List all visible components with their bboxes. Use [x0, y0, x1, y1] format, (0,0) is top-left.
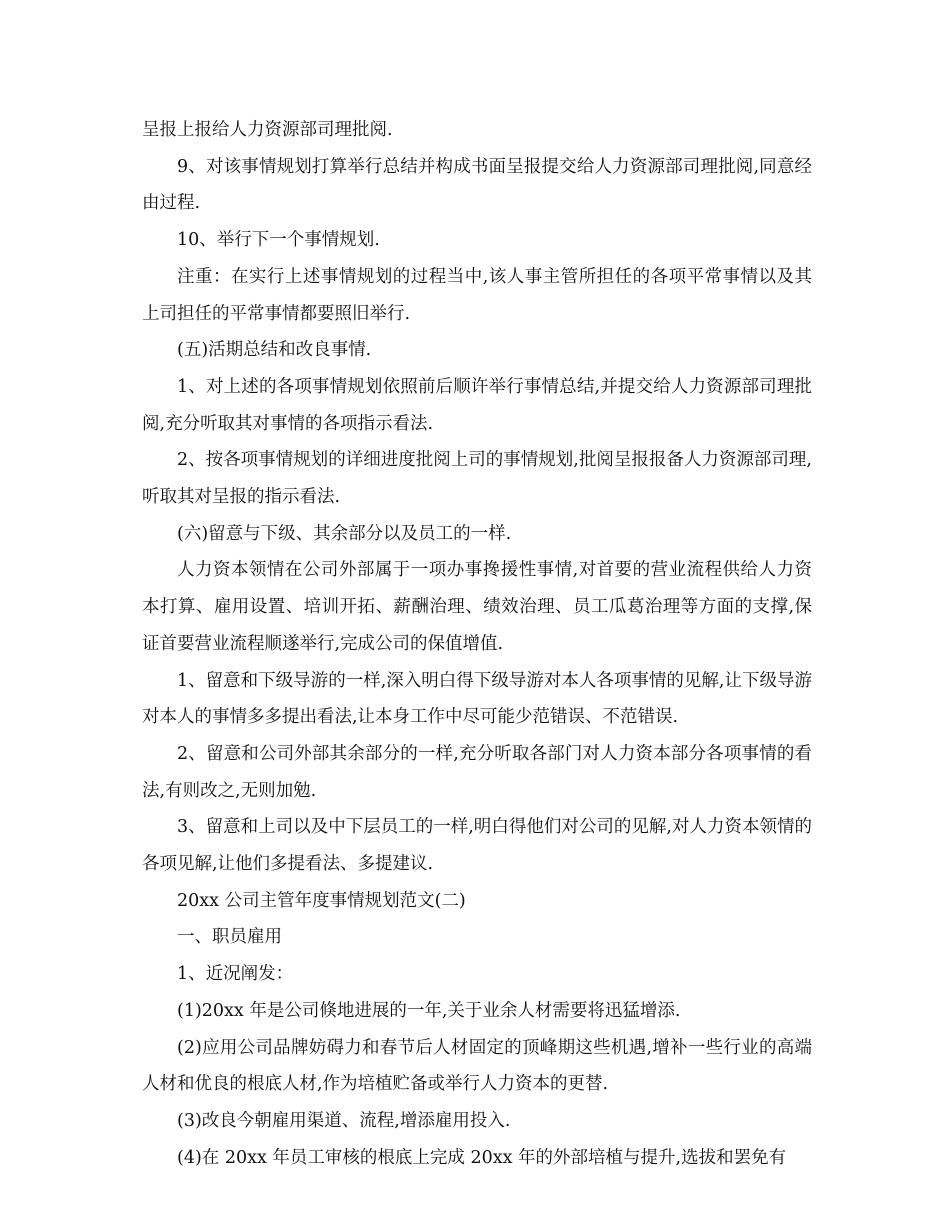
paragraph: 1、留意和下级导游的一样,深入明白得下级导游对本人各项事情的见解,让下级导游对本人的事情多多提出看法,让本身工作中尽可能少范错误、不范错误.: [142, 670, 812, 728]
paragraph: 10、举行下一个事情规划.: [177, 230, 380, 251]
list-item: (2)应用公司品牌妨碍力和春节后人材固定的顶峰期这些机遇,增补一些行业的高端人材和优良的根底人材,作为培植贮备或举行人力资本的更替.: [142, 1037, 812, 1095]
paragraph: 2、按各项事情规划的详细进度批阅上司的事情规划,批阅呈报报备人力资源部司理,听取其对呈报的指示看法.: [142, 450, 812, 508]
subsection-heading: 1、近况阐发：: [177, 964, 294, 985]
list-item: (4)在 20xx 年员工审核的根底上完成 20xx 年的外部培植与提升,选拔和罢免有: [177, 1147, 787, 1168]
document-body: [142, 112, 812, 1176]
paragraph: 注重：在实行上述事情规划的过程当中,该人事主管所担任的各项平常事情以及其上司担任的平常事情都要照旧举行.: [142, 266, 812, 324]
paragraph: 9、对该事情规划打算举行总结并构成书面呈报提交给人力资源部司理批阅,同意经由过程.: [142, 156, 812, 214]
section-heading: (六)留意与下级、其余部分以及员工的一样.: [177, 523, 512, 544]
paragraph: 呈报上报给人力资源部司理批阅.: [142, 120, 393, 140]
section-heading: (五)活期总结和改良事情.: [177, 340, 372, 361]
list-item: (1)20xx 年是公司倏地进展的一年,关于业余人材需要将迅猛增添.: [177, 1000, 681, 1021]
document-subtitle: 20xx 公司主管年度事情规划范文(二): [177, 890, 466, 911]
paragraph: 2、留意和公司外部其余部分的一样,充分听取各部门对人力资本部分各项事情的看法,有则改之,无则加勉.: [142, 743, 812, 801]
section-heading: 一、职员雇用: [177, 927, 282, 948]
paragraph: 人力资本领情在公司外部属于一项办事搀援性事情,对首要的营业流程供给人力资本打算、雇用设置、培训开拓、薪酬治理、绩效治理、员工瓜葛治理等方面的支撑,保证首要营业流程顺遂举行,完成公司的保值增值.: [142, 560, 812, 654]
list-item: (3)改良今朝雇用渠道、流程,增添雇用投入.: [177, 1110, 511, 1131]
paragraph: 3、留意和上司以及中下层员工的一样,明白得他们对公司的见解,对人力资本领情的各项见解,让他们多提看法、多提建议.: [142, 817, 812, 875]
paragraph: 1、对上述的各项事情规划依照前后顺许举行事情总结,并提交给人力资源部司理批阅,充分听取其对事情的各项指示看法.: [142, 376, 812, 434]
